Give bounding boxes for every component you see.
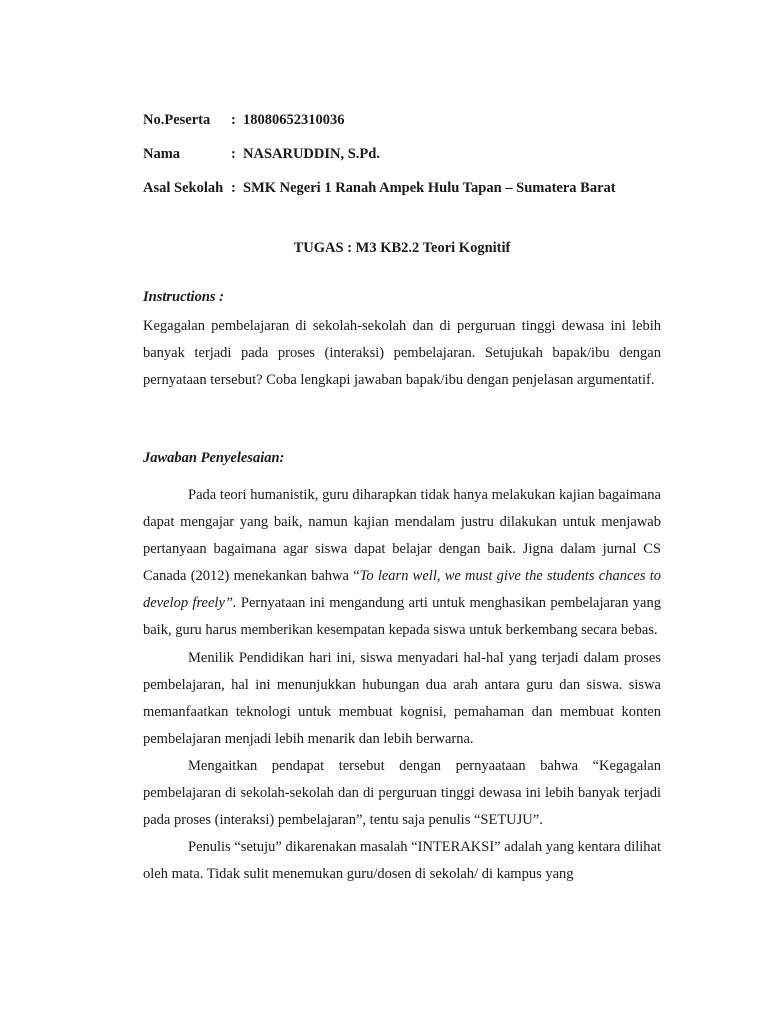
answer-paragraph-1	[143, 482, 661, 645]
separator: :	[231, 180, 236, 196]
english-quote: To learn well, we must give the students chances to develop freely”.	[143, 568, 661, 612]
participant-info	[143, 110, 616, 212]
participant-number-label: No.Peserta	[143, 112, 211, 128]
instructions-heading: Instructions :	[143, 289, 224, 305]
answer-paragraph-4: Penulis “setuju” dikarenakan masalah “INTERAKSI” adalah yang kentara dilihat oleh mata. Tidak sulit menemukan guru/dosen di sekolah/ di kampus yang	[143, 839, 661, 883]
separator: :	[231, 146, 236, 162]
document-title: TUGAS : M3 KB2.2 Teori Kognitif	[293, 240, 511, 256]
answer-heading: Jawaban Penyelesaian:	[143, 450, 285, 466]
name-row	[143, 144, 616, 178]
participant-number-value: 18080652310036	[243, 112, 345, 128]
school-row	[143, 178, 616, 212]
school-value: SMK Negeri 1 Ranah Ampek Hulu Tapan – Sumatera Barat	[243, 180, 616, 196]
name-value: NASARUDDIN, S.Pd.	[243, 146, 380, 162]
answer-paragraph-1-outro: Pernyataan ini mengandung arti untuk menghasikan pembelajaran yang baik, guru harus memberikan kesempatan kepada siswa untuk berkembang secara bebas.	[143, 595, 661, 639]
school-label: Asal Sekolah	[143, 180, 224, 196]
answer-paragraph-2: Menilik Pendidikan hari ini, siswa menyadari hal-hal yang terjadi dalam proses pembelajaran, hal ini menunjukkan hubungan dua arah antara guru dan siswa. siswa memanfaatkan teknologi untuk membuat kognisi, pemahaman dan membuat konten pembelajaran menjadi lebih menarik dan lebih berwarna.	[143, 649, 661, 747]
separator: :	[231, 112, 236, 128]
instructions-body: Kegagalan pembelajaran di sekolah-sekolah dan di perguruan tinggi dewasa ini lebih banyak terjadi pada proses (interaksi) pembelajaran. Setujukah bapak/ibu dengan pernyataan tersebut? Coba lengkapi jawaban bapak/ibu dengan penjelasan argumentatif.	[143, 318, 661, 388]
answer-paragraph-1-intro: Pada teori humanistik, guru diharapkan tidak hanya melakukan kajian bagaimana dapat mengajar yang baik, namun kajian mendalam justru dilakukan untuk menjawab pertanyaan bagaimana agar siswa dapat belajar dengan baik. Jigna dalam jurnal CS Canada (2012) menekankan bahwa “	[143, 487, 661, 585]
participant-number-row	[143, 110, 616, 144]
answer-body	[143, 482, 661, 888]
name-label: Nama	[143, 146, 181, 162]
answer-paragraph-3: Mengaitkan pendapat tersebut dengan pernyaataan bahwa “Kegagalan pembelajaran di sekolah-sekolah dan di perguruan tinggi dewasa ini lebih banyak terjadi pada proses (interaksi) pembelajaran”, tentu saja penulis “SETUJU”.	[143, 757, 661, 829]
